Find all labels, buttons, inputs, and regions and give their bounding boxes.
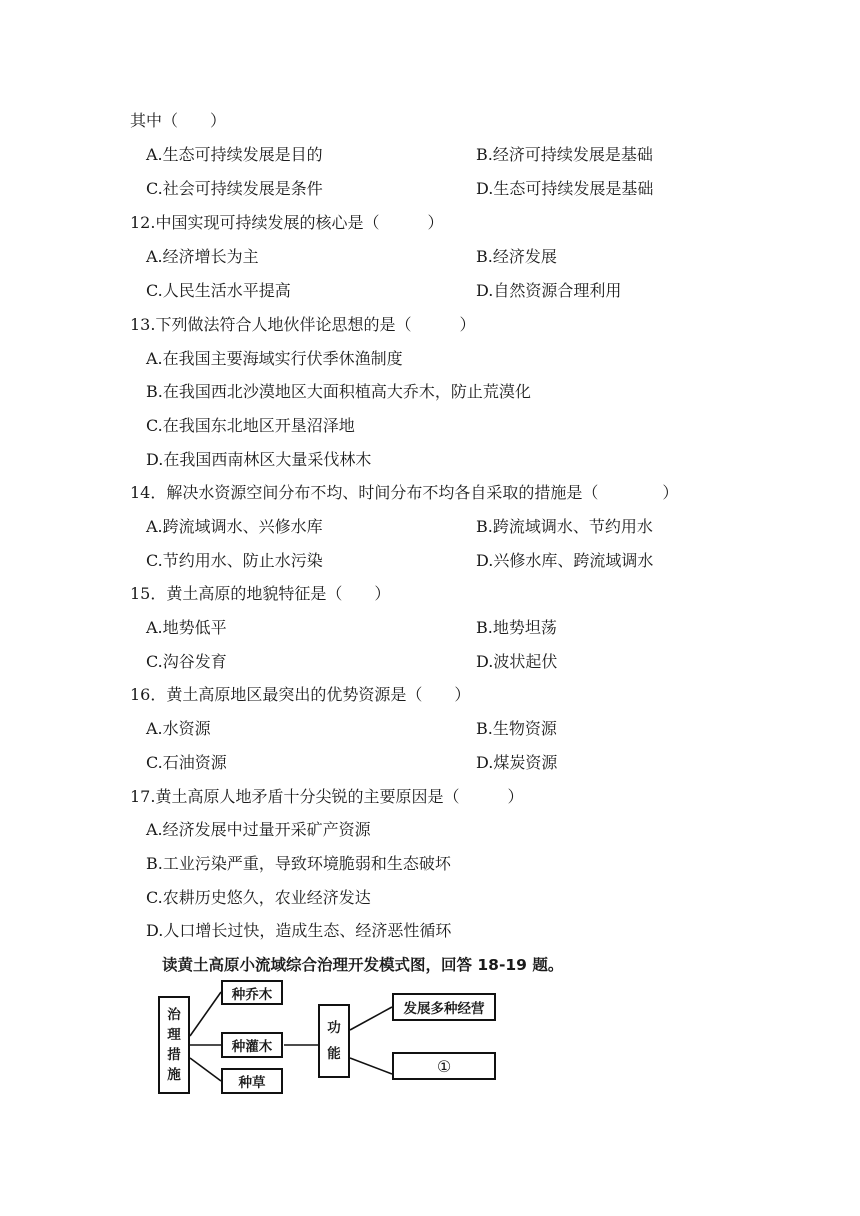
option-17-a: A.经济发展中过量开采矿产资源 <box>146 820 371 839</box>
blank-one-label: ① <box>436 1056 452 1076</box>
question-11-tail: 其中（ ） <box>130 111 227 130</box>
plant-grass-box <box>221 1068 283 1094</box>
option-15-c: C.沟谷发育 <box>146 652 227 671</box>
option-16-b: B.生物资源 <box>476 719 557 738</box>
option-17-b: B.工业污染严重，导致环境脆弱和生态破坏 <box>146 854 451 873</box>
option-17-d: D.人口增长过快，造成生态、经济恶性循环 <box>146 921 452 940</box>
measures-char: 治 <box>167 1007 181 1023</box>
diagram-instruction: 读黄土高原小流域综合治理开发模式图，回答 18-19 题。 <box>162 956 564 974</box>
option-14-d: D.兴修水库、跨流域调水 <box>476 551 654 570</box>
option-11-b: B.经济可持续发展是基础 <box>476 145 653 164</box>
option-13-a: A.在我国主要海域实行伏季休渔制度 <box>146 349 403 368</box>
connector-trees <box>190 992 221 1036</box>
option-16-d: D.煤炭资源 <box>476 753 558 772</box>
option-16-c: C.石油资源 <box>146 753 227 772</box>
plant-trees-label: 种乔木 <box>231 986 273 1003</box>
blank-one-box <box>392 1052 496 1080</box>
question-16: 16．黄土高原地区最突出的优势资源是（ ） <box>130 685 471 704</box>
measures-char: 施 <box>167 1067 181 1083</box>
measures-char: 理 <box>167 1027 181 1043</box>
question-17: 17.黄土高原人地矛盾十分尖锐的主要原因是（ ） <box>130 787 524 806</box>
option-14-c: C.节约用水、防止水污染 <box>146 551 323 570</box>
option-16-a: A.水资源 <box>146 719 211 738</box>
diversified-operation-label: 发展多种经营 <box>403 1001 485 1017</box>
question-15: 15．黄土高原的地貌特征是（ ） <box>130 584 391 603</box>
option-12-a: A.经济增长为主 <box>146 247 259 266</box>
connector-blank <box>350 1058 392 1074</box>
option-15-a: A.地势低平 <box>146 618 227 637</box>
measures-char: 措 <box>167 1047 181 1063</box>
question-14: 14．解决水资源空间分布不均、时间分布不均各自采取的措施是（ ） <box>130 483 679 502</box>
question-12: 12.中国实现可持续发展的核心是（ ） <box>130 213 444 232</box>
governance-measures-box <box>158 996 190 1094</box>
option-13-d: D.在我国西南林区大量采伐林木 <box>146 450 372 469</box>
function-char: 功 <box>327 1020 341 1036</box>
option-14-a: A.跨流域调水、兴修水库 <box>146 517 323 536</box>
plant-shrubs-box <box>221 1032 283 1058</box>
plant-shrubs-label: 种灌木 <box>231 1039 273 1055</box>
diversified-operation-box <box>392 993 496 1021</box>
option-15-d: D.波状起伏 <box>476 652 558 671</box>
option-14-b: B.跨流域调水、节约用水 <box>476 517 653 536</box>
plant-trees-box <box>221 980 283 1005</box>
question-13: 13.下列做法符合人地伙伴论思想的是（ ） <box>130 315 476 334</box>
option-12-d: D.自然资源合理利用 <box>476 281 622 300</box>
connector-grass <box>190 1058 221 1081</box>
option-11-c: C.社会可持续发展是条件 <box>146 179 323 198</box>
option-11-a: A.生态可持续发展是目的 <box>146 145 323 164</box>
option-17-c: C.农耕历史悠久，农业经济发达 <box>146 888 371 907</box>
function-char: 能 <box>327 1046 341 1062</box>
option-15-b: B.地势坦荡 <box>476 618 557 637</box>
option-12-c: C.人民生活水平提高 <box>146 281 291 300</box>
option-12-b: B.经济发展 <box>476 247 557 266</box>
option-11-d: D.生态可持续发展是基础 <box>476 179 654 198</box>
option-13-c: C.在我国东北地区开垦沼泽地 <box>146 416 355 435</box>
option-13-b: B.在我国西北沙漠地区大面积植高大乔木，防止荒漠化 <box>146 382 531 401</box>
plant-grass-label: 种草 <box>238 1075 266 1091</box>
function-box <box>318 1004 350 1078</box>
connector-diversified <box>350 1007 392 1030</box>
